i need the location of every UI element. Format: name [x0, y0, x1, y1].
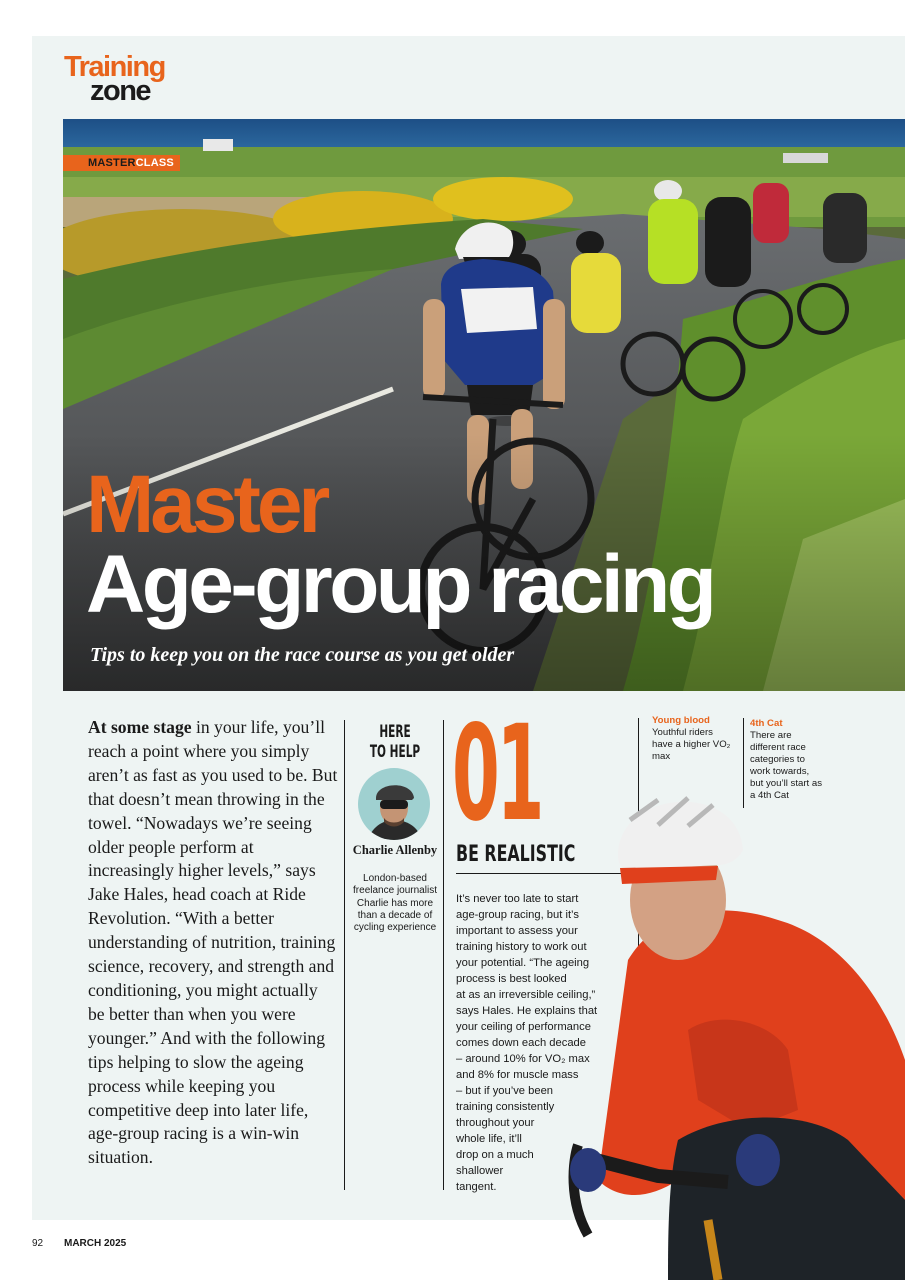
intro-paragraph [88, 716, 338, 1170]
issue-date: MARCH 2025 [64, 1238, 127, 1249]
tip-body-line: – but if you’ve been [456, 1085, 554, 1097]
here-to-help-line1: HERE [379, 722, 411, 742]
tip-body-line: your potential. “The ageing [456, 957, 590, 969]
tag-part2: CLASS [135, 157, 174, 169]
intro-lead: At some stage [88, 717, 192, 737]
tag-part1: MASTER [88, 157, 136, 169]
section-logo-line1: Training [64, 51, 165, 83]
tip-title: BE REALISTIC [456, 842, 576, 867]
tip-body-line: training consistently [456, 1101, 555, 1113]
caption-title: Young blood [652, 715, 710, 726]
caption-text: There are different race categories to work towards, but you’ll start as a 4th Cat [750, 730, 822, 801]
tip-body-line: throughout your [456, 1117, 535, 1129]
tip-body-line: important to assess your [456, 925, 578, 937]
headline-kicker: Master [86, 459, 327, 550]
tip-body-line: age-group racing, but it’s [456, 909, 579, 921]
standfirst: Tips to keep you on the race course as you get older [90, 644, 515, 666]
rider-cutout-image [548, 780, 905, 1280]
intro-text: in your life, you’ll reach a point where you simply aren’t as fast as you used to be. But that doesn’t mean throwing in the towel. “Nowadays we’re seeing older people perform at increasingly higher levels,” says Jake Hales, head coach at Ride Revolution. “With a better understanding of nutrition, training science, recovery, and strength and conditioning, you might actually be better than when you were younger.” And with the following tips helping to slow the ageing process while keeping you competitive deep into later life, age-group racing is a win-win situation. [88, 717, 338, 1168]
tip-body-line: tangent. [456, 1181, 497, 1193]
tip-body-line: process is best looked [456, 973, 567, 985]
headline-title: Age-group racing [86, 539, 714, 630]
tip-body-line: shallower [456, 1165, 504, 1177]
tip-body-line: says Hales. He explains that [456, 1005, 598, 1017]
tip-body-line: at as an irreversible ceiling,” [456, 989, 596, 1001]
avatar [358, 768, 430, 840]
tip-body-line: training history to work out [456, 941, 587, 953]
column-divider [344, 720, 345, 1190]
author-portrait [358, 768, 430, 840]
caption-text: Youthful riders have a higher VO₂ max [652, 727, 731, 762]
caption-young-blood [652, 715, 732, 763]
tip-body-line: your ceiling of performance [456, 1021, 591, 1033]
here-to-help-title [367, 722, 423, 762]
tip-body-line: It’s never too late to start [456, 893, 579, 905]
author-name: Charlie Allenby [352, 843, 438, 857]
author-bio: London-based freelance journalist Charlie has more than a decade of cycling experience [353, 873, 437, 934]
page-number: 92 [32, 1238, 44, 1249]
tip-body-line: whole life, it’ll [456, 1133, 522, 1145]
column-divider [443, 720, 444, 1190]
rider-cutout [548, 780, 905, 1285]
tip-body-line: and 8% for muscle mass [456, 1069, 579, 1081]
masterclass-tag [63, 155, 180, 171]
tip-number: 01 [452, 697, 542, 851]
section-logo-line2: zone [90, 74, 151, 107]
here-to-help-line2: TO HELP [369, 742, 421, 762]
caption-title: 4th Cat [750, 718, 783, 729]
section-logo [64, 51, 165, 107]
tip-body-line: drop on a much [456, 1149, 534, 1161]
tip-body-line: – around 10% for VO₂ max [456, 1053, 590, 1065]
tip-body-line: comes down each decade [456, 1037, 586, 1049]
